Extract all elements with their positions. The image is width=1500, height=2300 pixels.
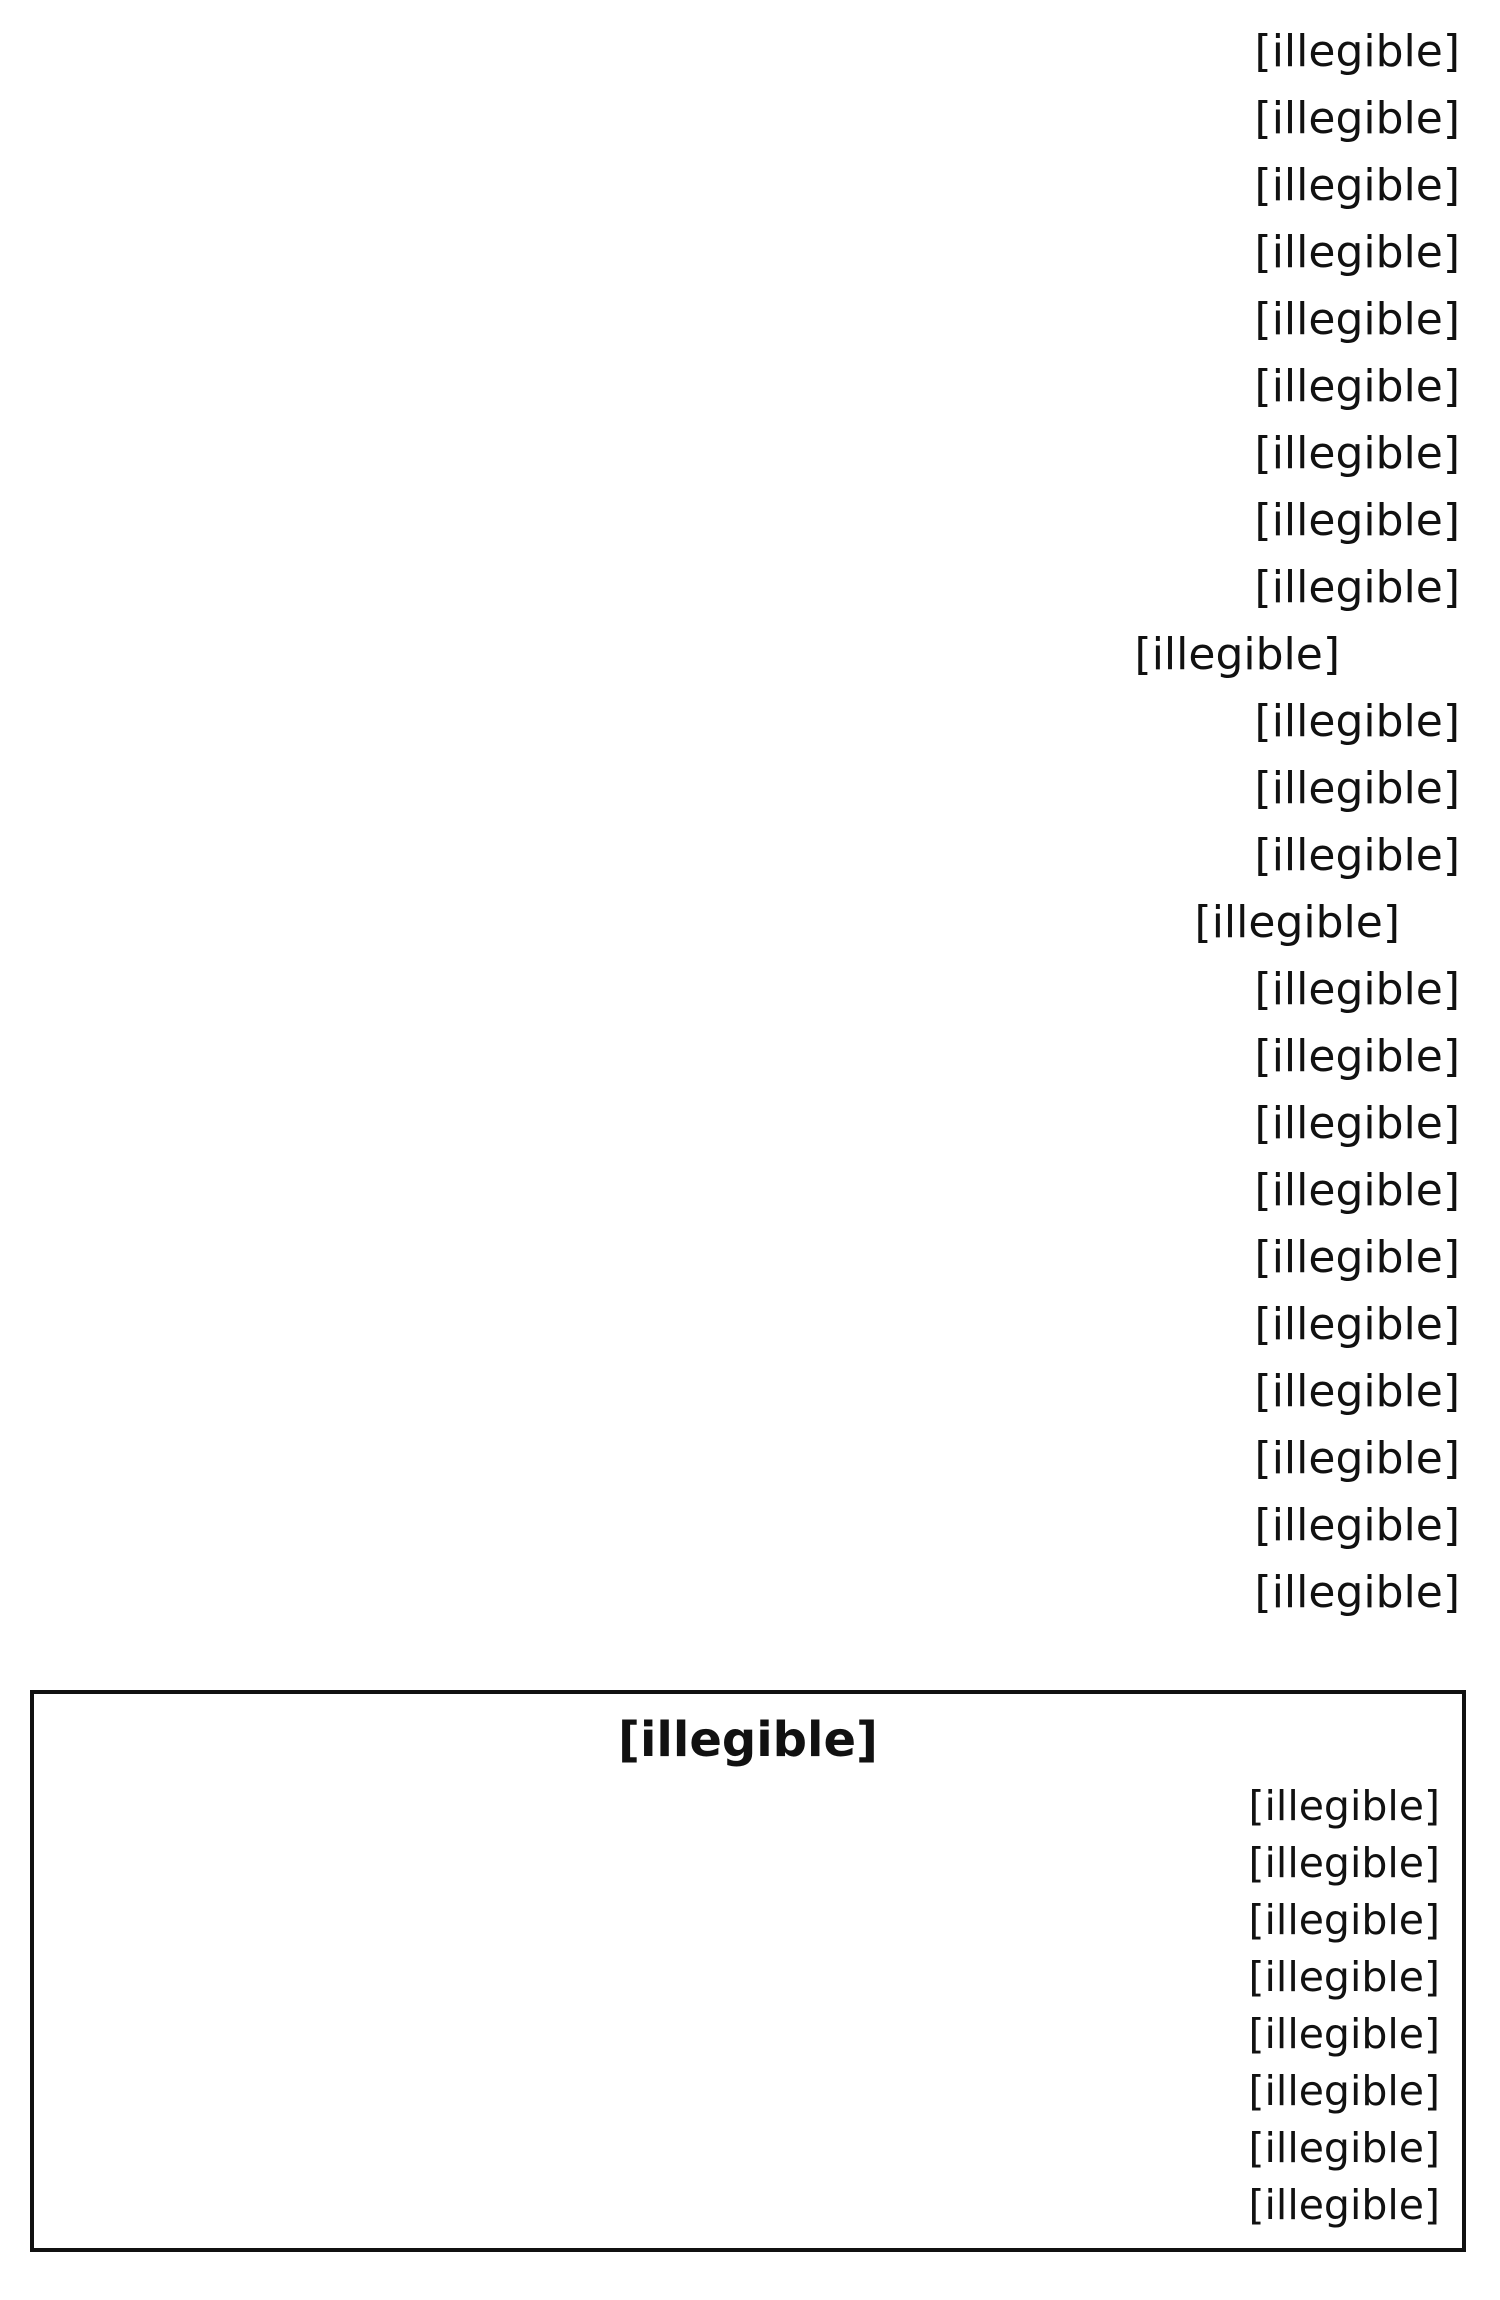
quote-line: [illegible] xyxy=(1134,629,1340,680)
article-line: [illegible] xyxy=(1254,1567,1460,1618)
quote-line: [illegible] xyxy=(1254,696,1460,747)
news-box-line: [illegible] xyxy=(1248,2067,1440,2115)
news-box-title: [illegible] xyxy=(618,1712,878,1768)
news-box-line: [illegible] xyxy=(1248,2010,1440,2058)
article-line: [illegible] xyxy=(1254,160,1460,211)
news-box-line: [illegible] xyxy=(1248,2124,1440,2172)
article-line: [illegible] xyxy=(1254,1500,1460,1551)
news-box-line: [illegible] xyxy=(1248,1839,1440,1887)
article-line: [illegible] xyxy=(1254,1366,1460,1417)
news-box-line: [illegible] xyxy=(1248,1896,1440,1944)
article-line: [illegible] xyxy=(1194,897,1400,948)
article-line: [illegible] xyxy=(1254,562,1460,613)
article-line: [illegible] xyxy=(1254,495,1460,546)
article-line: [illegible] xyxy=(1254,1098,1460,1149)
article-body xyxy=(40,18,1460,1626)
article-line: [illegible] xyxy=(1254,1433,1460,1484)
article-line: [illegible] xyxy=(1254,227,1460,278)
quote-line: [illegible] xyxy=(1254,763,1460,814)
article-line: [illegible] xyxy=(1254,93,1460,144)
news-box-line: [illegible] xyxy=(1248,2181,1440,2229)
article-line: [illegible] xyxy=(1254,964,1460,1015)
article-line: [illegible] xyxy=(1254,361,1460,412)
article-line: [illegible] xyxy=(1254,1299,1460,1350)
news-box xyxy=(30,1690,1466,2252)
news-box-line: [illegible] xyxy=(1248,1953,1440,2001)
article-line: [illegible] xyxy=(1254,26,1460,77)
article-line: [illegible] xyxy=(1254,1031,1460,1082)
article-line: [illegible] xyxy=(1254,1232,1460,1283)
article-line: [illegible] xyxy=(1254,1165,1460,1216)
quote-line: [illegible] xyxy=(1254,830,1460,881)
article-line: [illegible] xyxy=(1254,294,1460,345)
article-line: [illegible] xyxy=(1254,428,1460,479)
news-box-line: [illegible] xyxy=(1248,1782,1440,1830)
